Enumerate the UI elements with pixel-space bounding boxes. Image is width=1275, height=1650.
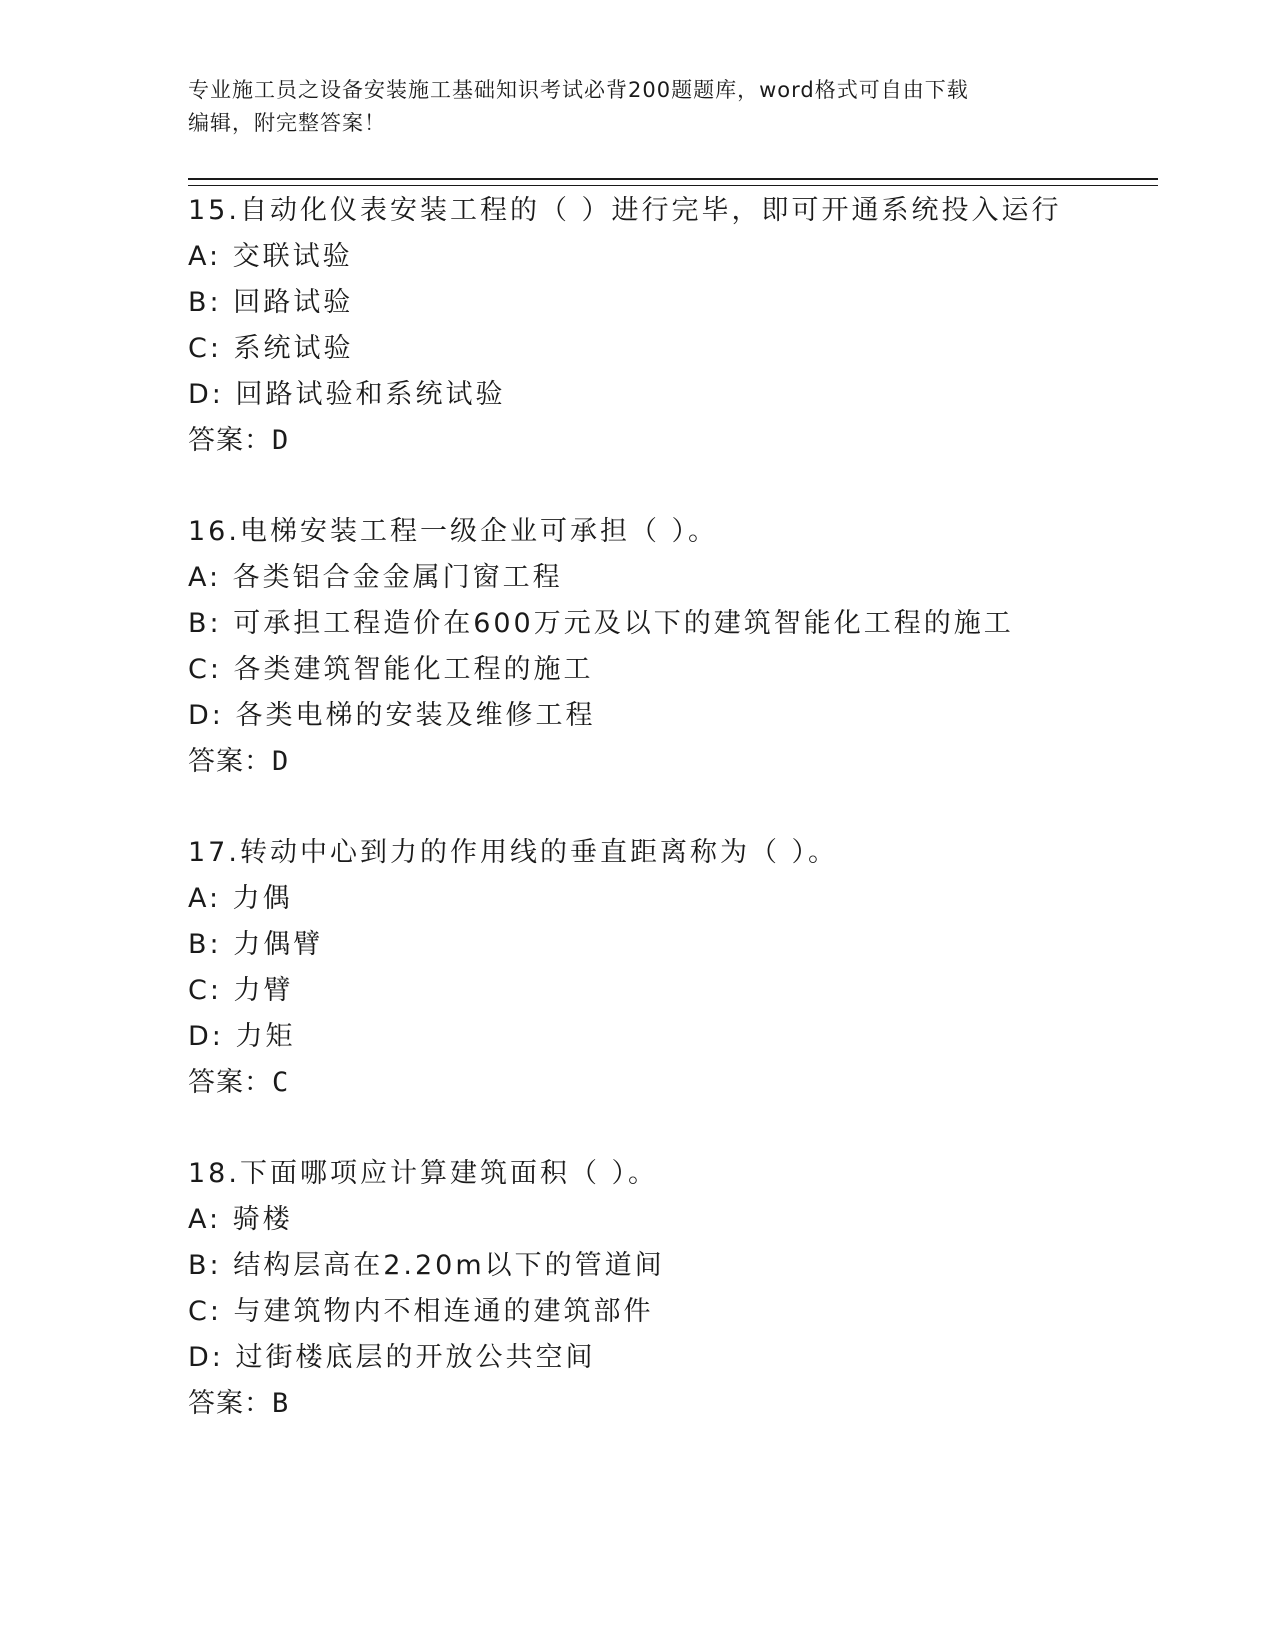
question-16	[188, 509, 1188, 785]
option-c: C: 系统试验	[188, 333, 354, 364]
answer-line	[188, 1060, 1188, 1106]
answer-label: 答案：	[188, 746, 272, 777]
question-stem: 16.电梯安装工程一级企业可承担（ ）。	[188, 516, 719, 547]
answer-value: B	[272, 1388, 290, 1419]
header-divider	[188, 178, 1158, 186]
option-c: C: 力臂	[188, 975, 294, 1006]
question-18	[188, 1151, 1188, 1427]
answer-value: D	[272, 746, 290, 777]
option-b: B: 结构层高在2.20m以下的管道间	[188, 1250, 665, 1281]
option-a: A: 各类铝合金金属门窗工程	[188, 562, 563, 593]
answer-value: C	[272, 1067, 290, 1098]
question-17	[188, 830, 1188, 1106]
answer-line	[188, 739, 1188, 785]
document-header	[188, 74, 1088, 140]
answer-label: 答案：	[188, 1388, 272, 1419]
option-d: D: 过街楼底层的开放公共空间	[188, 1342, 596, 1373]
option-b: B: 可承担工程造价在600万元及以下的建筑智能化工程的施工	[188, 608, 1014, 639]
question-list	[188, 188, 1188, 1472]
question-stem: 15.自动化仪表安装工程的（ ）进行完毕，即可开通系统投入运行	[188, 195, 1062, 226]
header-line-1: 专业施工员之设备安装施工基础知识考试必背200题题库，word格式可自由下载	[188, 78, 969, 102]
option-a: A: 力偶	[188, 883, 293, 914]
answer-line	[188, 1381, 1188, 1427]
option-c: C: 各类建筑智能化工程的施工	[188, 654, 594, 685]
answer-label: 答案：	[188, 1067, 272, 1098]
option-a: A: 骑楼	[188, 1204, 293, 1235]
option-c: C: 与建筑物内不相连通的建筑部件	[188, 1296, 654, 1327]
option-d: D: 力矩	[188, 1021, 296, 1052]
option-b: B: 力偶臂	[188, 929, 324, 960]
option-d: D: 回路试验和系统试验	[188, 379, 506, 410]
question-stem: 18.下面哪项应计算建筑面积（ ）。	[188, 1158, 659, 1189]
option-b: B: 回路试验	[188, 287, 354, 318]
header-line-2: 编辑，附完整答案！	[188, 111, 386, 135]
option-d: D: 各类电梯的安装及维修工程	[188, 700, 596, 731]
answer-label: 答案：	[188, 425, 272, 456]
option-a: A: 交联试验	[188, 241, 353, 272]
answer-line	[188, 418, 1188, 464]
question-stem: 17.转动中心到力的作用线的垂直距离称为（ ）。	[188, 837, 839, 868]
answer-value: D	[272, 425, 290, 456]
question-15	[188, 188, 1188, 464]
